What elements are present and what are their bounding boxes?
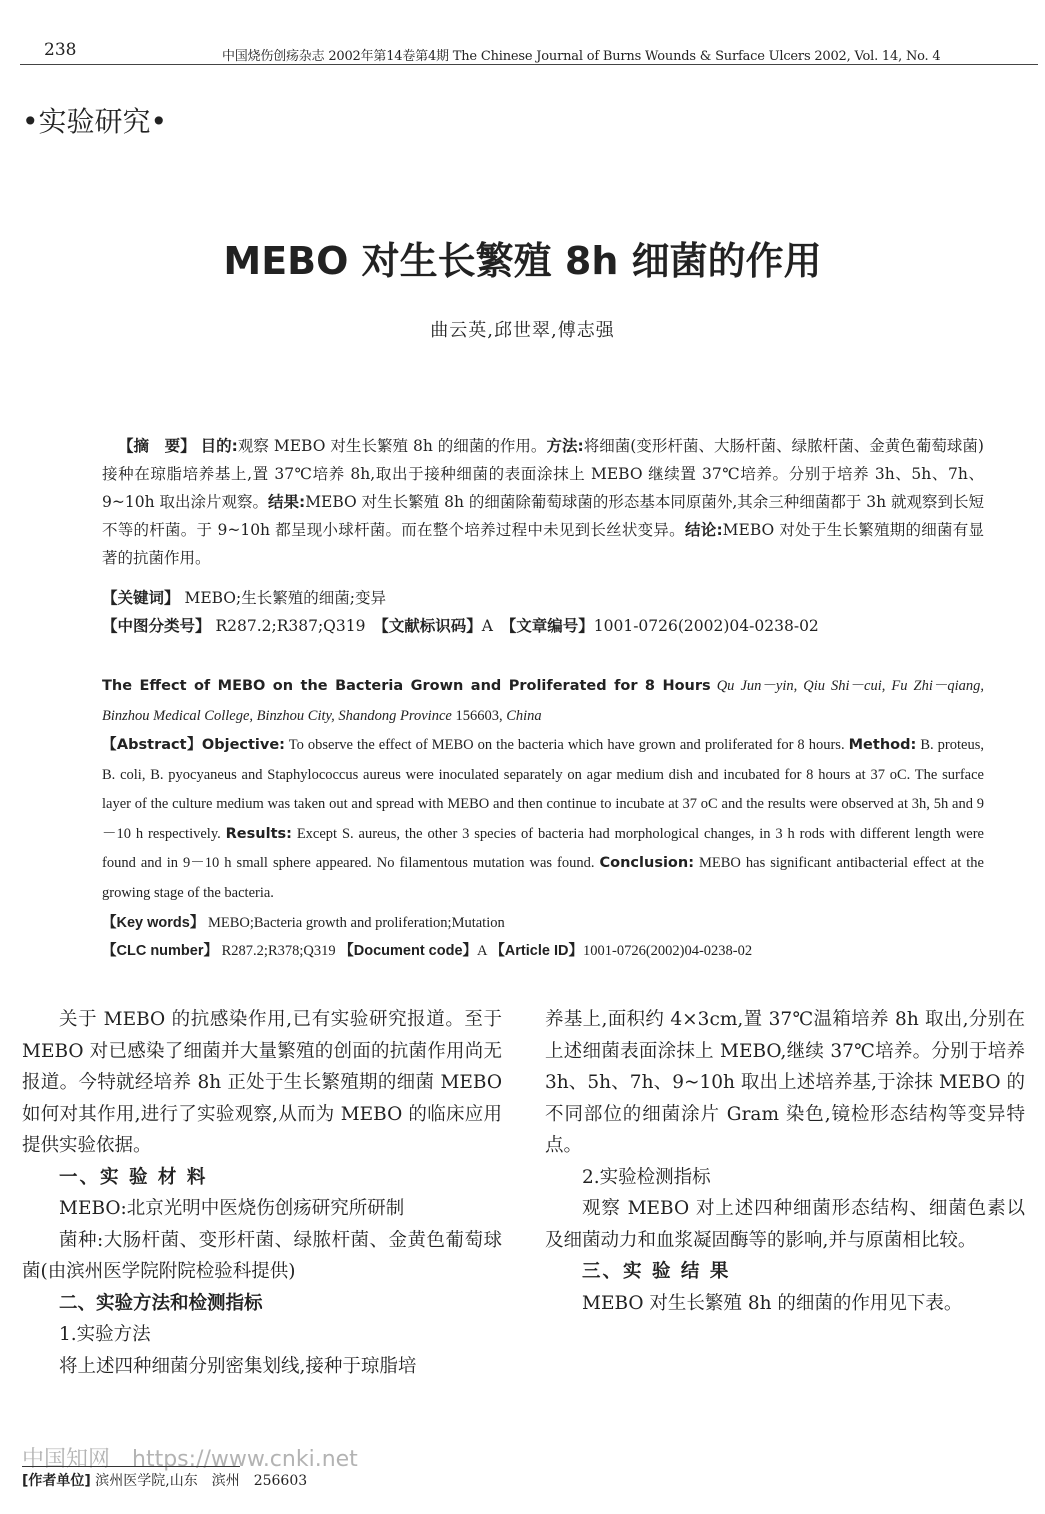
running-head: 中国烧伤创疡杂志 2002年第14卷第4期 The Chinese Journal of Burns Wounds & Surface Ulcers 2002, Vol. 14, No. 4 (222, 49, 941, 64)
english-clc-value: R287.2;R378;Q319 (218, 943, 340, 959)
cnki-watermark: 中国知网 https://www.cnki.net (22, 1447, 358, 1472)
clc-value: R287.2;R387;Q319 (210, 617, 366, 635)
body-left-column (22, 1004, 502, 1382)
abstract-label: 【摘 要】 (118, 437, 196, 455)
footnote-rule (22, 1466, 240, 1467)
english-objective-label: Objective: (201, 737, 285, 753)
results-label: 结果: (267, 493, 306, 511)
indicators-paragraph: 观察 MEBO 对上述四种细菌形态结构、细菌色素以及细菌动力和血浆凝固酶等的影响,并与原菌相比较。 (545, 1198, 1025, 1251)
english-title: The Effect of MEBO on the Bacteria Grown and Proliferated for 8 Hours (102, 678, 711, 694)
body-right-column (545, 1004, 1025, 1319)
english-clc-label: 【CLC number】 (102, 943, 218, 959)
subsection-indicators: 2.实验检测指标 (582, 1166, 711, 1188)
intro-paragraph: 关于 MEBO 的抗感染作用,已有实验研究报道。至于 MEBO 对已感染了细菌并大量繁殖的创面的抗菌作用尚无报道。今特就经培养 8h 正处于生长繁殖期的细菌 MEBO 如何对其作用,进行了实验观察,从而为 MEBO 的临床应用提供实验依据。 (22, 1009, 502, 1156)
english-article-id-label: 【Article ID】 (490, 943, 583, 959)
methods-label: 方法: (546, 437, 584, 455)
results-paragraph: MEBO 对生长繁殖 8h 的细菌的作用见下表。 (582, 1292, 963, 1314)
doc-code-value: A (481, 617, 493, 635)
chinese-classification (102, 612, 1002, 640)
english-classification (102, 937, 752, 965)
affiliation-text: 滨州医学院,山东 滨州 256603 (90, 1473, 308, 1489)
english-authors: Qu Jun－yin, Qiu Shi－cui, Fu Zhi－qiang, Binzhou Medical College, Binzhou City, Shandong Province (102, 678, 985, 724)
english-objective: To observe the effect of MEBO on the bacteria which have grown and proliferated for 8 hours. (284, 737, 849, 753)
page-number: 238 (44, 40, 77, 60)
materials-mebo: MEBO:北京光明中医烧伤创疡研究所研制 (59, 1198, 405, 1219)
method-paragraph: 将上述四种细菌分别密集划线,接种于琼脂培 (59, 1355, 417, 1377)
section-heading-methods: 二、实验方法和检测指标 (59, 1292, 263, 1314)
objective-label: 目的: (200, 437, 238, 455)
english-abstract (62, 672, 984, 908)
methods-text: 将细菌(变形杆菌、大肠杆菌、绿脓杆菌、金黄色葡萄球菌)接种在琼脂培养基上,置 37℃培养 8h,取出于接种细菌的表面涂抹上 MEBO 继续置 37℃培养。分别于培养 3h、5h、7h、9~10h 取出涂片观察。 (102, 437, 984, 511)
english-doc-code-label: 【Document code】 (339, 943, 478, 959)
column-tag: •实验研究• (22, 105, 168, 138)
objective-text: 观察 MEBO 对生长繁殖 8h 的细菌的作用。 (237, 437, 547, 455)
english-method-label: Method: (848, 737, 917, 753)
clc-label: 【中图分类号】 (102, 616, 211, 635)
article-id-value: 1001-0726(2002)04-0238-02 (593, 617, 819, 635)
english-keywords-label: 【Key words】 (102, 915, 205, 931)
english-keywords-text: MEBO;Bacteria growth and proliferation;Mutation (204, 915, 505, 931)
english-keywords (102, 909, 505, 937)
conclusion-label: 结论: (684, 521, 723, 539)
section-heading-results: 三、实 验 结 果 (582, 1261, 731, 1282)
results-text: MEBO 对生长繁殖 8h 的细菌除葡萄球菌的形态基本同原菌外,其余三种细菌都于 3h 就观察到长短不等的杆菌。于 9~10h 都呈现小球杆菌。而在整个培养过程中未见到长丝状变异。 (102, 493, 985, 539)
article-id-label: 【文章编号】 (508, 616, 594, 635)
keywords-label: 【关键词】 (102, 588, 180, 607)
english-conclusion: MEBO has significant antibacterial effect at the growing stage of the bacteria. (102, 855, 984, 901)
english-doc-code-value: A (477, 943, 491, 959)
materials-strains: 菌种:大肠杆菌、变形杆菌、绿脓杆菌、金黄色葡萄球菌(由滨州医学院附院检验科提供) (22, 1229, 502, 1282)
english-results: Except S. aureus, the other 3 species of bacteria had morphological changes, in 3 h rods with different length were found and in 9－10 h small sphere appeared. No filamentous mutation was found. (102, 825, 984, 871)
keywords-text: MEBO;生长繁殖的细菌;变异 (179, 589, 386, 607)
chinese-abstract (102, 432, 984, 572)
article-title: MEBO 对生长繁殖 8h 细菌的作用 (223, 239, 822, 283)
english-conclusion-label: Conclusion: (599, 855, 694, 871)
author-affiliation (22, 1470, 307, 1490)
subsection-method: 1.实验方法 (59, 1324, 151, 1345)
english-article-id-value: 1001-0726(2002)04-0238-02 (582, 943, 753, 959)
english-abstract-label: 【Abstract】 (102, 737, 202, 753)
affiliation-label: [作者单位] (22, 1473, 91, 1489)
chinese-keywords (102, 584, 984, 612)
header-rule (20, 64, 1038, 65)
doc-code-label: 【文献标识码】 (381, 616, 482, 635)
authors: 曲云英,邱世翠,傅志强 (430, 320, 615, 341)
english-method: B. proteus, B. coli, B. pyocyaneus and Staphylococcus aureus were inoculated separately on agar medium dish and incubated for 8 hours at 37 oC. The surface layer of the culture medium was taken out and spread with MEBO and then continue to incubate at 37 oC and the results were observed at 3h, 5h and 9－10 h respectively. (102, 737, 984, 842)
english-results-label: Results: (225, 825, 292, 842)
english-country: China (506, 707, 542, 724)
english-postcode: 156603, (451, 707, 507, 724)
method-continued: 养基上,面积约 4×3cm,置 37℃温箱培养 8h 取出,分别在上述细菌表面涂抹上 MEBO,继续 37℃培养。分别于培养 3h、5h、7h、9~10h 取出上述培养基,于涂抹 MEBO 的不同部位的细菌涂片 Gram 染色,镜检形态结构等变异特点。 (545, 1009, 1025, 1156)
section-heading-materials: 一、实 验 材 料 (59, 1166, 208, 1188)
conclusion-text: MEBO 对处于生长繁殖期的细菌有显著的抗菌作用。 (102, 521, 985, 567)
